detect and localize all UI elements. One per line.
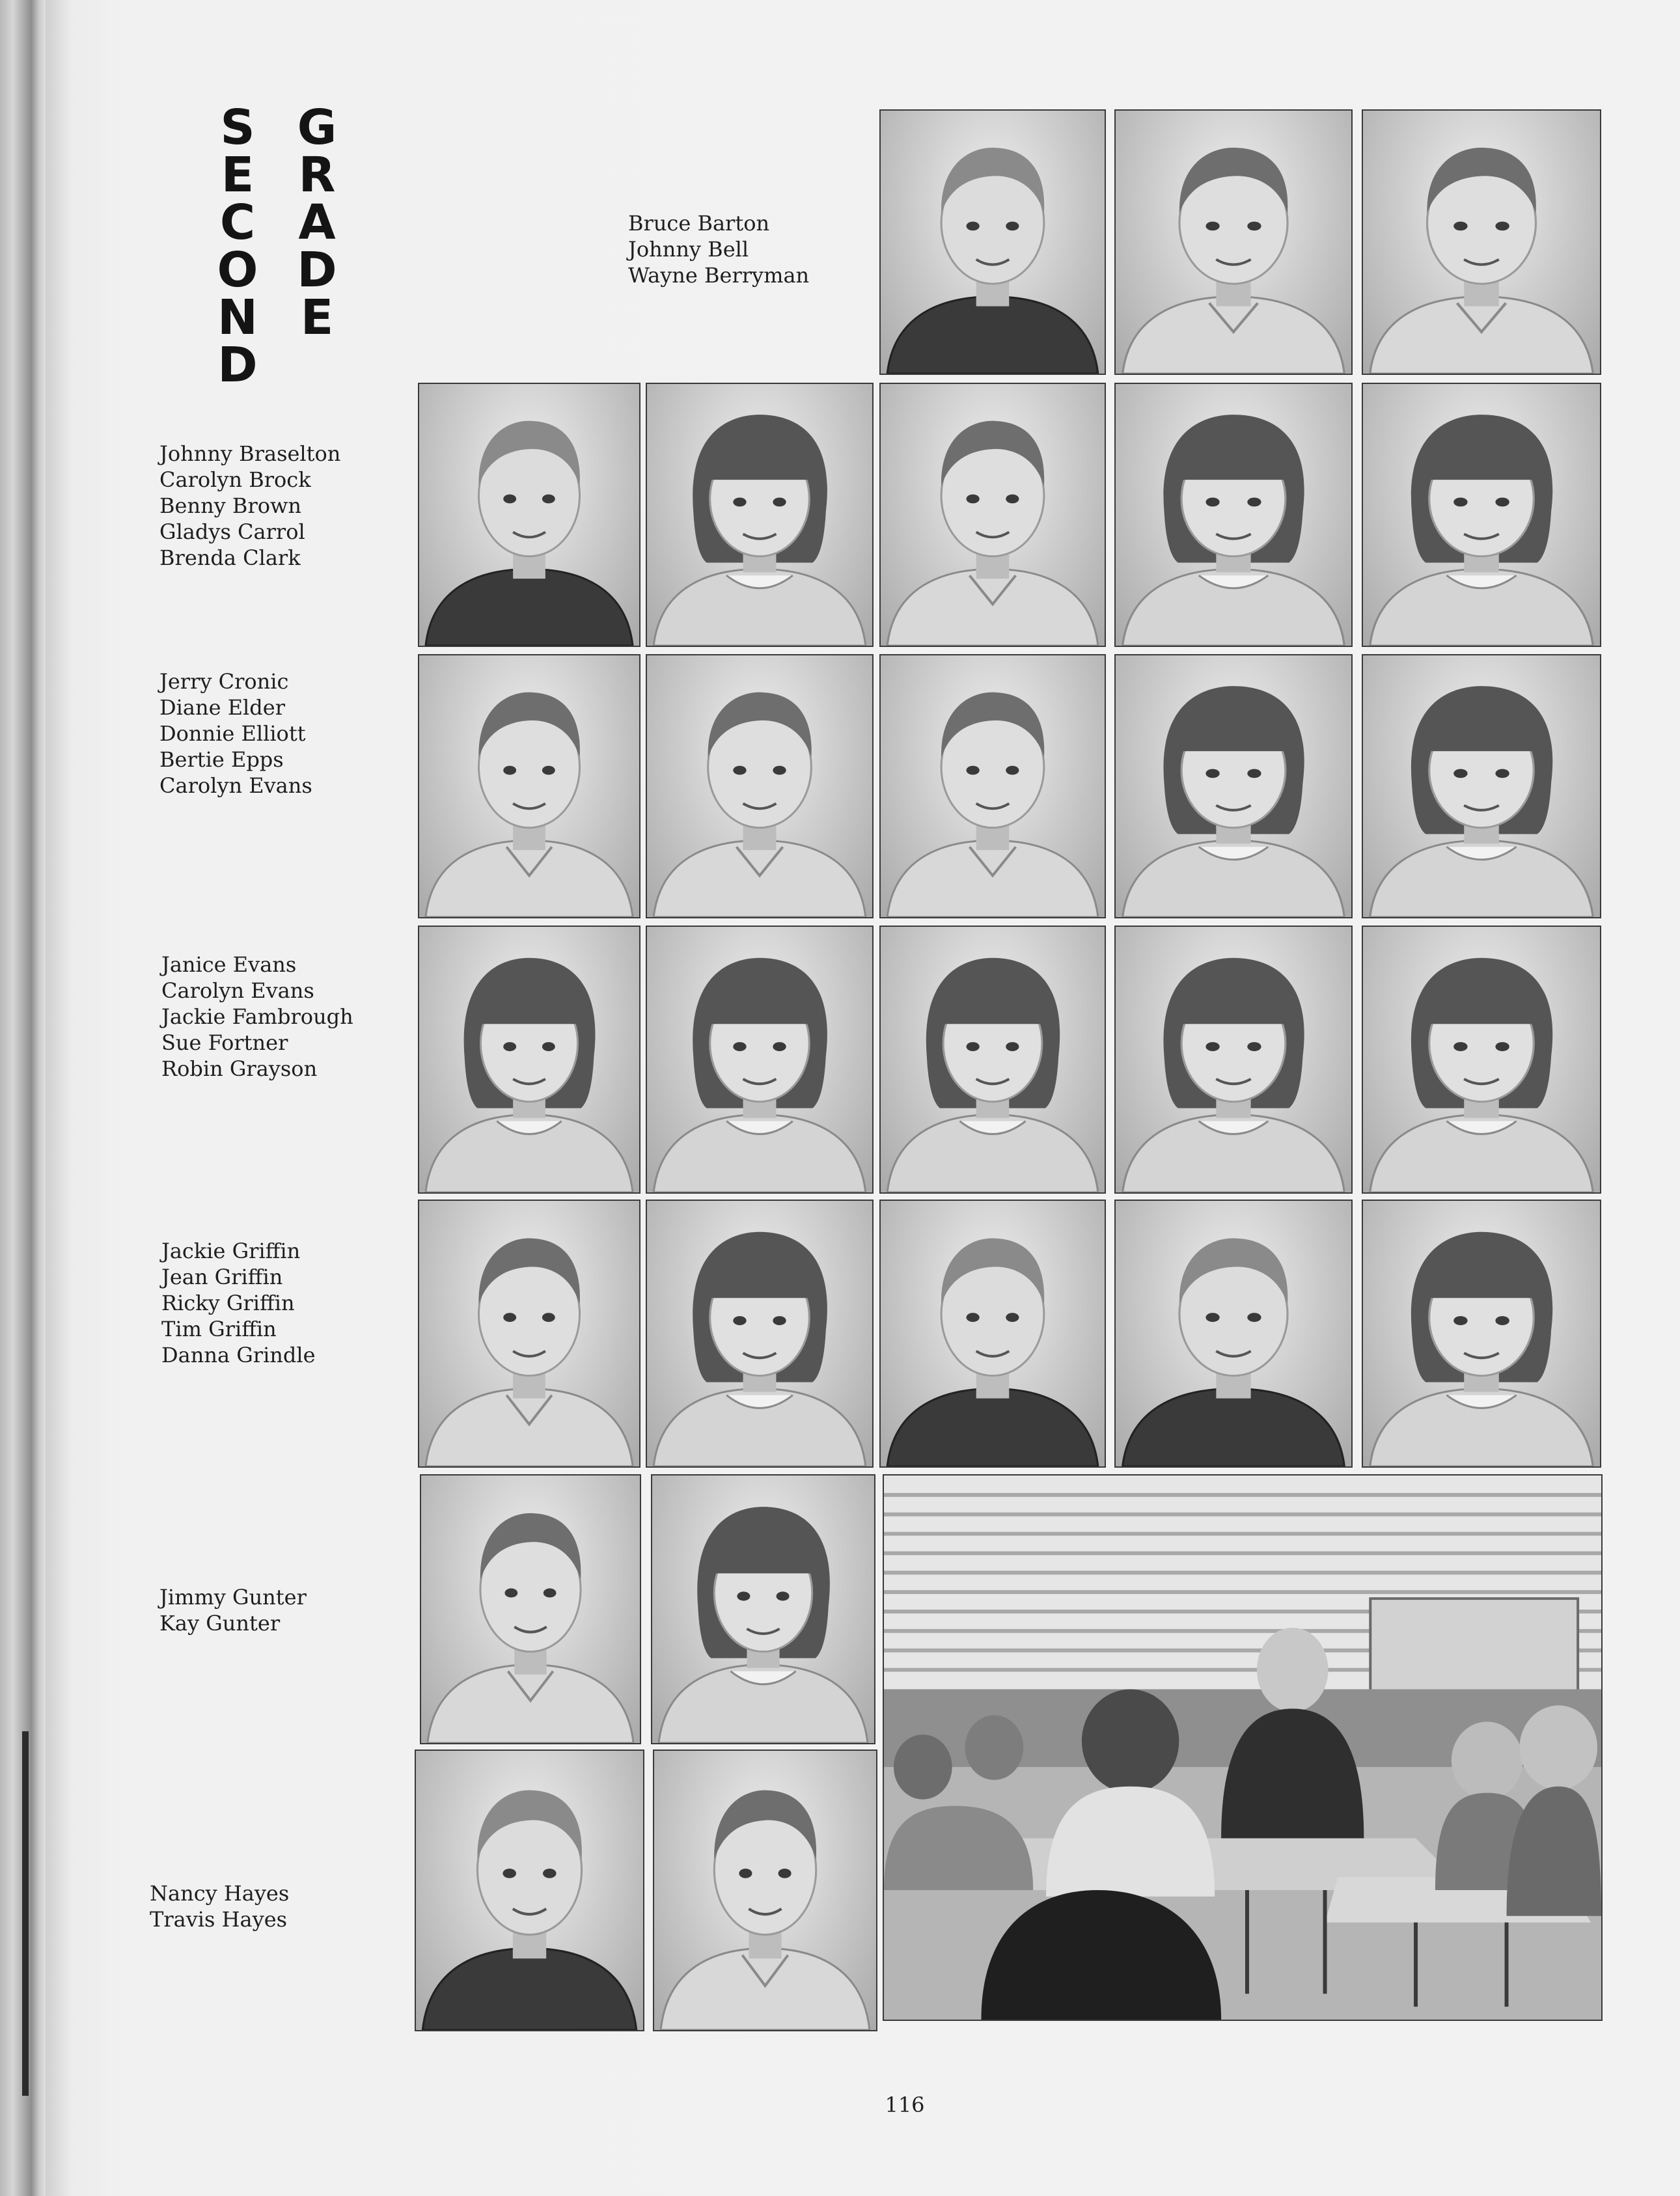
student-photo: [418, 926, 640, 1194]
name-list-row-5: [161, 1238, 316, 1368]
student-photo: [1114, 383, 1353, 647]
student-photo: [879, 654, 1106, 918]
student-name: Bruce Barton: [628, 211, 770, 236]
student-photo: [418, 1200, 640, 1468]
student-photo: [1114, 926, 1353, 1194]
student-name: Diane Elder: [159, 695, 285, 720]
classroom-photo: [883, 1474, 1603, 2021]
student-name: Gladys Carrol: [159, 519, 305, 544]
student-photo: [646, 1200, 874, 1468]
student-name: Sue Fortner: [161, 1030, 288, 1055]
student-name: Nancy Hayes: [150, 1881, 290, 1906]
student-name: Bertie Epps: [159, 747, 284, 772]
student-name: Travis Hayes: [150, 1907, 288, 1932]
student-photo: [418, 654, 640, 918]
page-number: 116: [885, 2093, 925, 2117]
heading-second: [212, 100, 264, 393]
student-name: Carolyn Evans: [161, 978, 314, 1003]
heading-grade: [291, 100, 343, 346]
student-name: Jackie Fambrough: [161, 1004, 353, 1029]
heading-letter: S: [220, 100, 255, 156]
student-photo: [418, 383, 640, 647]
student-photo: [1114, 654, 1353, 918]
student-photo: [1362, 654, 1601, 918]
student-name: Jerry Cronic: [159, 669, 289, 694]
student-name: Brenda Clark: [159, 545, 301, 570]
student-name: Wayne Berryman: [628, 263, 810, 288]
heading-letter: R: [298, 147, 336, 203]
binding-shadow: [22, 1731, 29, 2096]
student-photo: [1362, 1200, 1601, 1468]
student-photo: [646, 383, 874, 647]
student-photo: [879, 383, 1106, 647]
student-photo: [651, 1474, 875, 1744]
name-list-row-2: [159, 441, 340, 571]
student-name: Robin Grayson: [161, 1056, 318, 1081]
heading-letter: G: [297, 100, 337, 156]
student-photo: [1114, 1200, 1353, 1468]
name-list-row-4: [161, 952, 353, 1082]
name-list-row-1: [628, 210, 809, 288]
heading-letter: D: [217, 337, 258, 393]
name-list-row-6: [159, 1584, 307, 1636]
student-photo: [1114, 109, 1353, 375]
heading-letter: E: [300, 290, 334, 346]
student-name: Donnie Elliott: [159, 721, 306, 746]
heading-letter: A: [298, 195, 336, 251]
heading-letter: E: [221, 147, 255, 203]
student-name: Johnny Bell: [628, 237, 749, 262]
student-photo: [1362, 926, 1601, 1194]
student-photo: [646, 654, 874, 918]
student-photo: [1362, 109, 1601, 375]
student-photo: [420, 1474, 641, 1744]
heading-letter: N: [217, 290, 258, 346]
student-photo: [1362, 383, 1601, 647]
student-name: Kay Gunter: [159, 1611, 281, 1636]
name-list-row-3: [159, 668, 312, 799]
student-photo: [653, 1750, 877, 2031]
student-photo: [646, 926, 874, 1194]
student-name: Ricky Griffin: [161, 1291, 295, 1315]
heading-letter: C: [219, 195, 256, 251]
student-name: Benny Brown: [159, 493, 301, 518]
student-name: Carolyn Brock: [159, 467, 311, 492]
heading-letter: O: [217, 242, 258, 298]
student-name: Jimmy Gunter: [159, 1585, 307, 1610]
student-name: Danna Grindle: [161, 1343, 316, 1367]
student-photo: [415, 1750, 644, 2031]
student-name: Janice Evans: [161, 952, 297, 977]
name-list-row-7: [150, 1880, 289, 1932]
student-photo: [879, 109, 1106, 375]
student-photo: [879, 926, 1106, 1194]
heading-letter: D: [297, 242, 337, 298]
student-name: Tim Griffin: [161, 1317, 277, 1341]
student-photo: [879, 1200, 1106, 1468]
student-name: Jackie Griffin: [161, 1239, 301, 1263]
student-name: Jean Griffin: [161, 1265, 283, 1289]
student-name: Johnny Braselton: [159, 441, 341, 466]
student-name: Carolyn Evans: [159, 773, 312, 798]
